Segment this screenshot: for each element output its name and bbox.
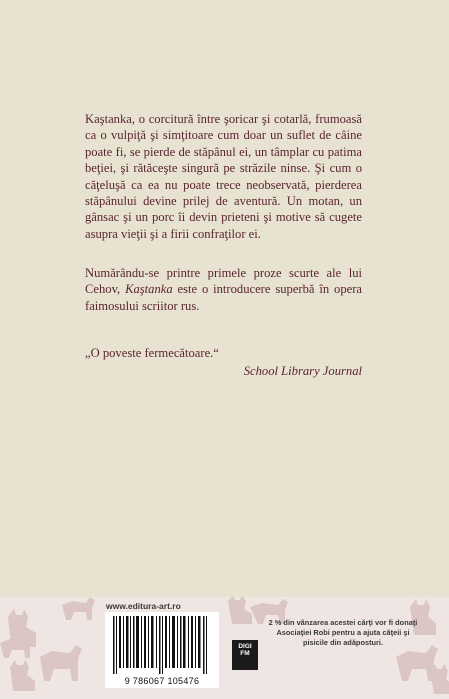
cat-silhouette bbox=[228, 597, 252, 624]
dog-silhouette bbox=[62, 597, 95, 620]
logo-line2: FM bbox=[240, 650, 250, 657]
barcode-bars bbox=[105, 612, 219, 676]
digi-fm-logo bbox=[232, 640, 258, 670]
book-title: Kaştanka bbox=[125, 282, 173, 297]
isbn-number: 9 786067 105476 bbox=[124, 676, 200, 686]
review-source: School Library Journal bbox=[243, 364, 362, 378]
cat-silhouette bbox=[430, 664, 449, 694]
logo-line1: DIGI bbox=[238, 643, 252, 650]
logo-text bbox=[232, 643, 258, 657]
context-text-start: Numărându-se printre primele proze scurte ale lui Cehov, bbox=[85, 266, 362, 297]
review-quote: „O poveste fermecătoare.“ bbox=[85, 346, 219, 360]
publisher-website: www.editura-art.ro bbox=[106, 601, 181, 611]
donation-note: 2 % din vânzarea acestei cărţi vor fi donaţi Asociaţiei Robi pentru a ajuta căţeii şi pisicile din adăposturi. bbox=[268, 618, 418, 648]
cat-silhouette bbox=[10, 660, 35, 691]
context-text-end: este o introducere superbă în opera faimosului scriitor rus. bbox=[85, 282, 362, 313]
context-paragraph bbox=[85, 265, 362, 314]
synopsis-paragraph: Kaştanka, o corcitură între şoricar şi cotarlă, frumoasă ca o vulpiţă şi simţitoare cum doar un suflet de câine poate fi, se pierde de stăpânul ei, un tâmplar cu patima beţiei, şi rătăceşte singură pe străzile ninse. Şi cum o căţeluşă ca ea nu poate trece neobservată, pierderea stăpânului devine prilej de aventură. Un motan, un gânsac şi un porc îi devin prieteni şi motive să cugete asupra vieţii şi a firii confraţilor ei. bbox=[85, 112, 362, 241]
dog-silhouette bbox=[40, 645, 82, 681]
